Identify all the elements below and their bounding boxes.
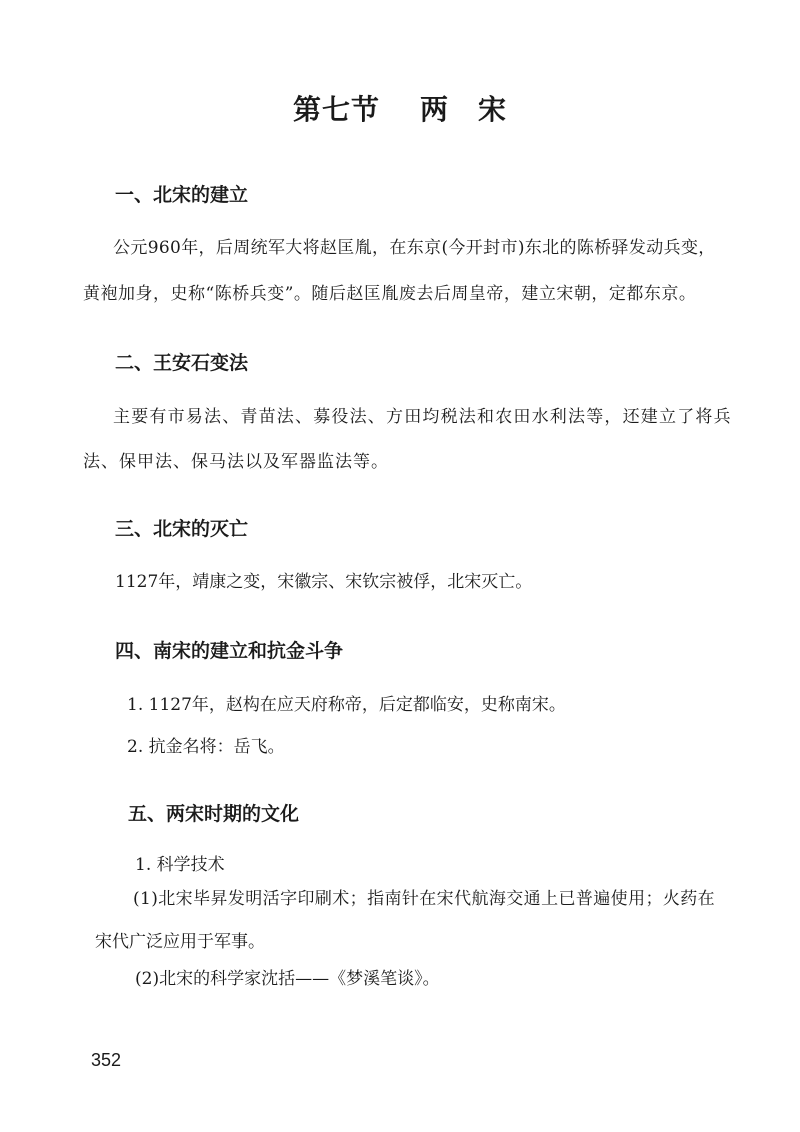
- section-5-line-1: 1. 科学技术: [135, 855, 225, 875]
- chapter-title-number: 第七节: [292, 93, 380, 126]
- section-1-line-2: 黄袍加身，史称“陈桥兵变”。随后赵匡胤废去后周皇帝，建立宋朝，定都东京。: [83, 284, 697, 304]
- page-number: 352: [91, 1050, 122, 1070]
- section-heading-3: 三、北宋的灭亡: [115, 518, 249, 540]
- section-5-line-2: (1)北宋毕昇发明活字印刷术；指南针在宋代航海交通上已普遍使用；火药在: [133, 889, 716, 909]
- chapter-title: [0, 88, 800, 128]
- section-heading-2: 二、王安石变法: [115, 352, 249, 374]
- section-5-line-4: (2)北宋的科学家沈括——《梦溪笔谈》。: [135, 969, 440, 989]
- section-heading-1: 一、北宋的建立: [115, 184, 249, 206]
- section-2-line-1: 主要有市易法、青苗法、募役法、方田均税法和农田水利法等，还建立了将兵: [113, 407, 732, 427]
- section-4-line-1: 1. 1127年，赵构在应天府称帝，后定都临安，史称南宋。: [127, 695, 566, 715]
- section-3-line-1: 1127年，靖康之变，宋徽宗、宋钦宗被俘，北宋灭亡。: [115, 572, 533, 592]
- section-4-line-2: 2. 抗金名将：岳飞。: [127, 737, 285, 757]
- section-1-line-1: 公元960年，后周统军大将赵匡胤，在东京(今开封市)东北的陈桥驿发动兵变，: [113, 238, 716, 258]
- chapter-title-name: 两 宋: [420, 93, 508, 126]
- section-heading-5: 五、两宋时期的文化: [128, 803, 300, 825]
- section-2-line-2: 法、保甲法、保马法以及军器监法等。: [83, 452, 389, 472]
- section-heading-4: 四、南宋的建立和抗金斗争: [115, 640, 344, 662]
- section-5-line-3: 宋代广泛应用于军事。: [95, 932, 265, 952]
